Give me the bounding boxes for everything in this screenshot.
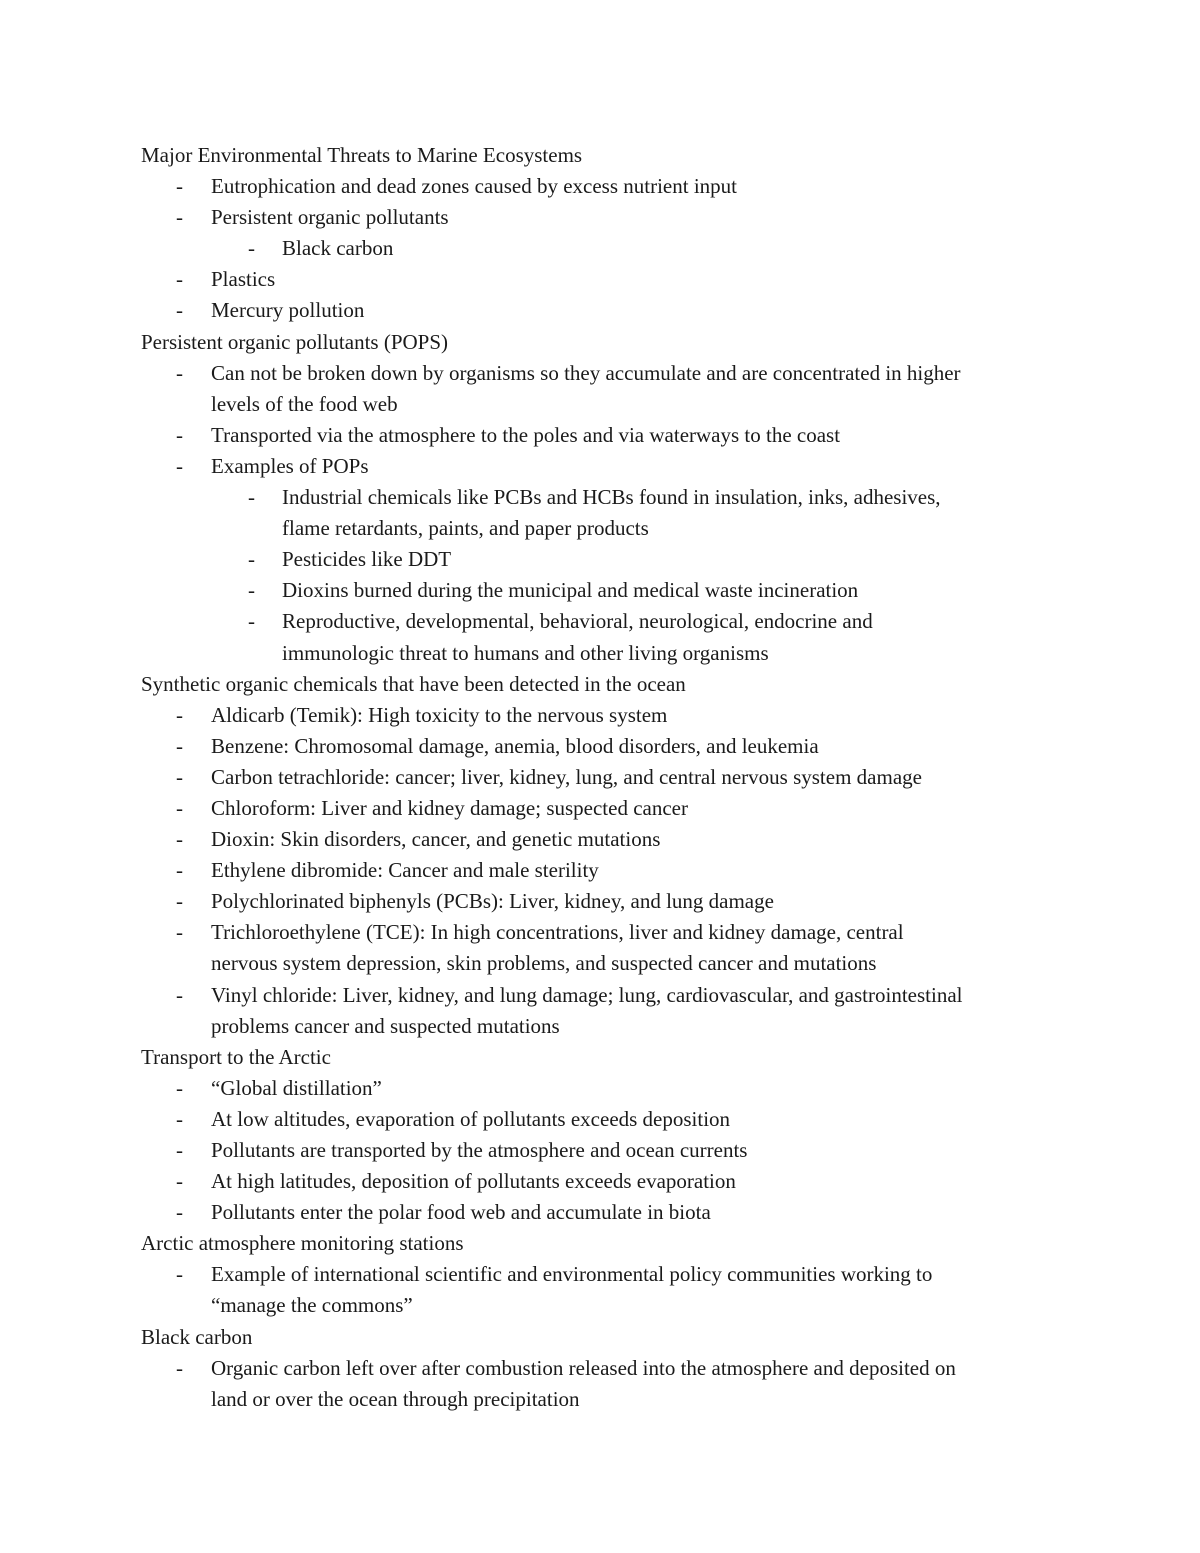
list-item — [0, 482, 1200, 513]
section-heading — [0, 1228, 1200, 1259]
list-item — [0, 731, 1200, 762]
list-item-continuation — [0, 948, 1200, 979]
line-text: “Global distillation” — [211, 1075, 382, 1100]
bullet-dash: - — [248, 609, 255, 634]
list-item — [0, 1135, 1200, 1166]
bullet-dash: - — [176, 453, 183, 478]
list-item-continuation — [0, 513, 1200, 544]
section-heading — [0, 327, 1200, 358]
bullet-dash: - — [176, 205, 183, 230]
list-item — [0, 1197, 1200, 1228]
list-item — [0, 762, 1200, 793]
section-heading — [0, 140, 1200, 171]
line-text: Synthetic organic chemicals that have been detected in the ocean — [141, 671, 686, 696]
line-text: “manage the commons” — [211, 1293, 413, 1318]
bullet-dash: - — [248, 236, 255, 261]
line-text: Benzene: Chromosomal damage, anemia, blood disorders, and leukemia — [211, 733, 819, 758]
line-text: flame retardants, paints, and paper products — [282, 516, 649, 541]
list-item-continuation — [0, 1384, 1200, 1415]
bullet-dash: - — [248, 485, 255, 510]
line-text: Chloroform: Liver and kidney damage; suspected cancer — [211, 795, 688, 820]
line-text: immunologic threat to humans and other living organisms — [282, 640, 769, 665]
list-item — [0, 824, 1200, 855]
line-text: At high latitudes, deposition of pollutants exceeds evaporation — [211, 1169, 736, 1194]
list-item — [0, 886, 1200, 917]
bullet-dash: - — [176, 422, 183, 447]
line-text: Black carbon — [282, 236, 394, 261]
line-text: nervous system depression, skin problems, and suspected cancer and mutations — [211, 951, 877, 976]
list-item — [0, 793, 1200, 824]
line-text: Vinyl chloride: Liver, kidney, and lung damage; lung, cardiovascular, and gastrointestinal — [211, 982, 963, 1007]
line-text: Carbon tetrachloride: cancer; liver, kidney, lung, and central nervous system damage — [211, 764, 922, 789]
line-text: Examples of POPs — [211, 453, 369, 478]
bullet-dash: - — [248, 578, 255, 603]
bullet-dash: - — [176, 795, 183, 820]
section-heading — [0, 1042, 1200, 1073]
list-item — [0, 700, 1200, 731]
line-text: problems cancer and suspected mutations — [211, 1013, 560, 1038]
line-text: Pollutants enter the polar food web and accumulate in biota — [211, 1200, 711, 1225]
line-text: Black carbon — [141, 1324, 253, 1349]
list-item-continuation — [0, 638, 1200, 669]
line-text: Pesticides like DDT — [282, 547, 452, 572]
bullet-dash: - — [176, 174, 183, 199]
line-text: Eutrophication and dead zones caused by excess nutrient input — [211, 174, 738, 199]
section-heading — [0, 669, 1200, 700]
list-item — [0, 1104, 1200, 1135]
line-text: Trichloroethylene (TCE): In high concentrations, liver and kidney damage, central — [211, 920, 904, 945]
list-item-continuation — [0, 1290, 1200, 1321]
section-heading — [0, 1322, 1200, 1353]
bullet-dash: - — [176, 920, 183, 945]
list-item — [0, 1259, 1200, 1290]
bullet-dash: - — [176, 764, 183, 789]
bullet-dash: - — [176, 1262, 183, 1287]
list-item — [0, 233, 1200, 264]
bullet-dash: - — [176, 733, 183, 758]
list-item — [0, 1073, 1200, 1104]
list-item — [0, 980, 1200, 1011]
line-text: Mercury pollution — [211, 298, 365, 323]
list-item — [0, 855, 1200, 886]
line-text: Major Environmental Threats to Marine Ecosystems — [141, 143, 583, 167]
line-text: Plastics — [211, 267, 276, 292]
bullet-dash: - — [176, 267, 183, 292]
list-item — [0, 1166, 1200, 1197]
bullet-dash: - — [176, 889, 183, 914]
bullet-dash: - — [248, 547, 255, 572]
line-text: Reproductive, developmental, behavioral, neurological, endocrine and — [282, 609, 873, 634]
bullet-dash: - — [176, 982, 183, 1007]
list-item — [0, 202, 1200, 233]
line-text: Dioxins burned during the municipal and medical waste incineration — [282, 578, 859, 603]
line-text: land or over the ocean through precipitation — [211, 1386, 580, 1411]
bullet-dash: - — [176, 858, 183, 883]
line-text: Dioxin: Skin disorders, cancer, and genetic mutations — [211, 827, 661, 852]
bullet-dash: - — [176, 1355, 183, 1380]
line-text: Persistent organic pollutants (POPS) — [141, 329, 449, 354]
bullet-dash: - — [176, 1106, 183, 1131]
list-item — [0, 420, 1200, 451]
line-text: Pollutants are transported by the atmosphere and ocean currents — [211, 1138, 748, 1162]
line-text: Polychlorinated biphenyls (PCBs): Liver, kidney, and lung damage — [211, 889, 774, 914]
line-text: Arctic atmosphere monitoring stations — [141, 1231, 464, 1256]
line-text: Example of international scientific and environmental policy communities working to — [211, 1262, 933, 1287]
line-text: Persistent organic pollutants — [211, 205, 449, 230]
bullet-dash: - — [176, 1169, 183, 1194]
bullet-dash: - — [176, 1200, 183, 1225]
list-item — [0, 358, 1200, 389]
list-item — [0, 171, 1200, 202]
line-text: Industrial chemicals like PCBs and HCBs found in insulation, inks, adhesives, — [282, 485, 941, 510]
bullet-dash: - — [176, 1138, 183, 1162]
line-text: At low altitudes, evaporation of pollutants exceeds deposition — [211, 1106, 731, 1131]
line-text: levels of the food web — [211, 391, 398, 416]
list-item-continuation — [0, 1011, 1200, 1042]
line-text: Transport to the Arctic — [141, 1044, 331, 1069]
list-item — [0, 451, 1200, 482]
line-text: Can not be broken down by organisms so they accumulate and are concentrated in higher — [211, 360, 961, 385]
bullet-dash: - — [176, 298, 183, 323]
list-item — [0, 917, 1200, 948]
line-text: Transported via the atmosphere to the poles and via waterways to the coast — [211, 422, 841, 447]
list-item — [0, 1353, 1200, 1384]
list-item — [0, 544, 1200, 575]
list-item — [0, 264, 1200, 295]
bullet-dash: - — [176, 1075, 183, 1100]
bullet-dash: - — [176, 827, 183, 852]
bullet-dash: - — [176, 702, 183, 727]
list-item — [0, 295, 1200, 326]
list-item — [0, 606, 1200, 637]
line-text: Aldicarb (Temik): High toxicity to the nervous system — [211, 702, 668, 727]
document-page — [0, 140, 1200, 1415]
line-text: Ethylene dibromide: Cancer and male sterility — [211, 858, 599, 883]
list-item — [0, 575, 1200, 606]
list-item-continuation — [0, 389, 1200, 420]
bullet-dash: - — [176, 360, 183, 385]
line-text: Organic carbon left over after combustion released into the atmosphere and deposited on — [211, 1355, 956, 1380]
